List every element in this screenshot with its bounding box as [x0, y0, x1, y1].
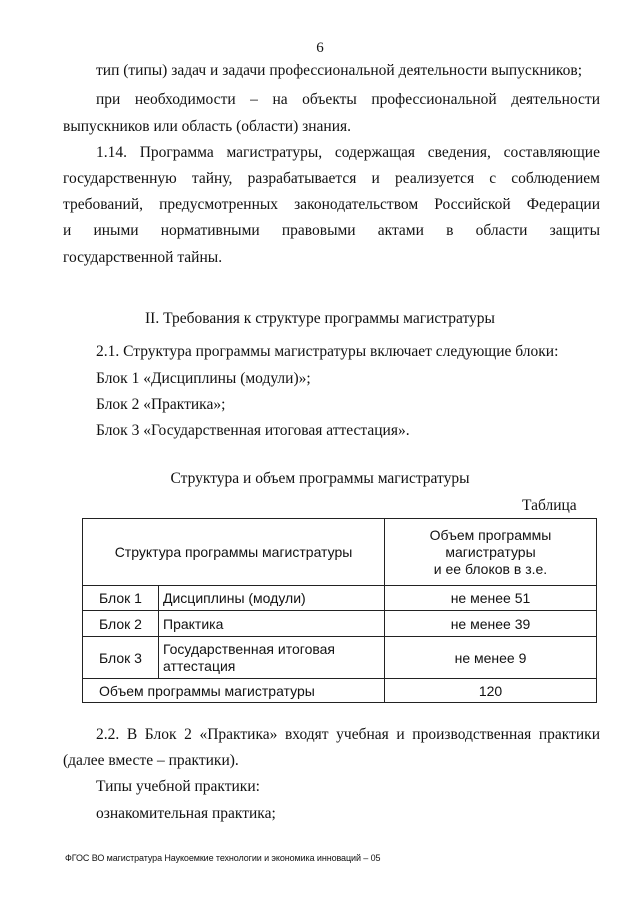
table-row — [83, 611, 597, 637]
table-row — [83, 637, 597, 679]
paragraph-line: Блок 3 «Государственная итоговая аттестация». — [96, 422, 410, 439]
block-name-line: аттестация — [163, 657, 236, 674]
paragraph-line: и иными нормативными правовыми актами в области защиты — [63, 222, 600, 239]
header-volume — [385, 519, 597, 586]
header-volume-line: Объем программы — [429, 526, 552, 543]
block-name-cell — [159, 637, 385, 679]
paragraph-line: требований, предусмотренных законодательством Российской Федерации — [63, 196, 600, 213]
structure-table — [82, 518, 597, 703]
paragraph-line: ознакомительная практика; — [96, 805, 276, 822]
paragraph-line: (далее вместе – практики). — [63, 752, 239, 769]
paragraph-line: тип (типы) задач и задачи профессиональной деятельности выпускников; — [96, 62, 583, 79]
paragraph-line: 1.14. Программа магистратуры, содержащая сведения, составляющие — [96, 144, 600, 161]
section-title: II. Требования к структуре программы магистратуры — [145, 310, 495, 327]
volume-cell: не менее 39 — [385, 611, 597, 637]
table-header-row — [83, 519, 597, 586]
block-cell: Блок 2 — [83, 611, 159, 637]
paragraph-line: Блок 1 «Дисциплины (модули)»; — [96, 370, 311, 387]
paragraph-line: Типы учебной практики: — [96, 778, 260, 795]
paragraph-line: 2.2. В Блок 2 «Практика» входят учебная и производственная практики — [96, 726, 600, 743]
table-row — [83, 586, 597, 611]
volume-cell: не менее 51 — [385, 586, 597, 611]
header-structure: Структура программы магистратуры — [83, 519, 385, 586]
block-name-cell: Практика — [159, 611, 385, 637]
total-label-cell: Объем программы магистратуры — [83, 679, 385, 703]
footer: ФГОС ВО магистратура Наукоемкие технологии и экономика инноваций – 05 — [65, 853, 381, 863]
header-volume-line: и ее блоков в з.е. — [433, 560, 548, 577]
header-volume-line: магистратуры — [445, 543, 536, 560]
table-caption: Таблица — [522, 497, 577, 514]
block-name-line: Государственная итоговая — [163, 640, 335, 657]
paragraph-line: при необходимости – на объекты профессиональной деятельности — [96, 91, 600, 108]
table-title: Структура и объем программы магистратуры — [170, 470, 470, 487]
paragraph-line: выпускников или область (области) знания. — [63, 118, 352, 135]
page-number: 6 — [316, 40, 324, 56]
total-value-cell: 120 — [385, 679, 597, 703]
table-total-row — [83, 679, 597, 703]
volume-cell: не менее 9 — [385, 637, 597, 679]
paragraph-line: государственной тайны. — [63, 249, 223, 266]
block-cell: Блок 3 — [83, 637, 159, 679]
paragraph-line: Блок 2 «Практика»; — [96, 396, 226, 413]
block-cell: Блок 1 — [83, 586, 159, 611]
paragraph-line: 2.1. Структура программы магистратуры включает следующие блоки: — [96, 343, 559, 360]
paragraph-line: государственную тайну, разрабатывается и реализуется с соблюдением — [63, 170, 600, 187]
block-name-cell: Дисциплины (модули) — [159, 586, 385, 611]
